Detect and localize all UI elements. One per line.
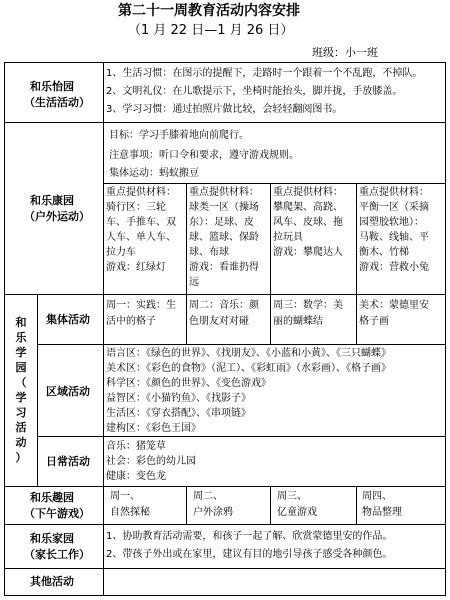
kangyuan-col-2-line: 球、布球	[189, 247, 229, 258]
hele-qiyuan-label: 和乐趣园	[30, 491, 74, 504]
qiyuan-item-4-line: 物品整理	[362, 507, 402, 518]
kangyuan-col-3-line: 风车、皮球、拖	[273, 217, 343, 228]
kangyuan-col-2-line: 球类一区（操场	[189, 202, 259, 213]
kangyuan-col-2-line: 重点提供材料：	[189, 187, 259, 198]
kangyuan-col-2-line: 游戏：看谁扔得	[189, 262, 259, 273]
page-title: 第二十一周教育活动内容安排	[118, 3, 300, 19]
kangyuan-col-4-line: 平衡一区（采摘	[359, 202, 429, 213]
xueyuan-label-char: 学	[15, 346, 27, 359]
daily-line: 音乐：猪笼草	[106, 441, 166, 452]
xueyuan-label-char: 乐	[15, 331, 27, 344]
other-activity-label: 其他活动	[30, 575, 74, 588]
kangyuan-col-1-line: 游戏：红绿灯	[106, 262, 166, 273]
qiyuan-item-1-line: 自然探秘	[110, 507, 150, 518]
hele-jiayuan-sublabel: （家长工作）	[24, 548, 90, 561]
kangyuan-col-3-line: 攀爬架、高跷、	[273, 202, 343, 213]
qiyuan-item-3-line: 周三、	[277, 491, 307, 502]
kangyuan-group-game: 集体运动：蚂蚁搬豆	[109, 168, 199, 179]
kangyuan-col-1-line: 重点提供材料：	[106, 187, 176, 198]
xueyuan-label-char: 活	[15, 421, 27, 434]
kangyuan-col-2-line: 东）：足球、皮	[189, 217, 254, 228]
kangyuan-col-4-line: 重点提供材料：	[359, 187, 429, 198]
group-item-4-line: 格子画	[359, 316, 389, 327]
kangyuan-col-3-line: 拉玩具	[273, 232, 303, 243]
xueyuan-label-char: 和	[15, 316, 27, 329]
hele-qiyuan-sublabel: （下午游戏）	[24, 507, 90, 520]
area-line: 美术区：《彩色的食物》（泥工）、《彩虹雨》（水彩画）、《格子画》	[106, 363, 391, 374]
yiyuan-line-2: 2、文明礼仪：在儿歌提示下，坐椅时能抬头，脚并拢，手放膝盖。	[106, 86, 403, 97]
xueyuan-label-char: 园	[15, 361, 27, 374]
xueyuan-label-char: 习	[15, 406, 27, 419]
yiyuan-line-3: 3、学习习惯：通过拍照片做比较，会轻轻翻阅图书。	[106, 104, 343, 115]
class-label: 班级：小一班	[312, 46, 378, 59]
date-range: （1 月 22 日—1 月 26 日）	[128, 23, 294, 38]
group-item-1-line: 活中的格子	[106, 316, 156, 327]
group-item-4-line: 美术：蒙德里安	[359, 300, 429, 311]
xueyuan-label-char: ）	[15, 451, 27, 464]
group-item-2-line: 周二：音乐：颜	[189, 300, 259, 311]
jiayuan-line-2: 2、带孩子外出或在家里，建议有目的地引导孩子感受各种颜色。	[106, 549, 393, 560]
daily-line: 健康：变色龙	[106, 471, 166, 482]
kangyuan-col-4-line: 马鞍、线轴、平	[359, 232, 429, 243]
hele-kangyuan-sublabel: （户外运动）	[24, 210, 90, 223]
kangyuan-col-4-line: 游戏：营救小兔	[359, 262, 429, 273]
area-line: 建构区：《彩色王国》	[106, 423, 201, 434]
area-line: 科学区：《颜色的世界》、《变色游戏》	[106, 378, 271, 389]
group-activity-label: 集体活动	[46, 313, 90, 326]
area-line: 语言区：《绿色的世界》、《找朋友》、《小蓝和小黄》、《三只蝴蝶》	[106, 348, 391, 359]
qiyuan-item-4-line: 周四、	[362, 491, 392, 502]
kangyuan-col-1-line: 拉力车	[106, 247, 136, 258]
kangyuan-col-1-line: 车、手推车、双	[106, 217, 176, 228]
kangyuan-goal: 目标：学习手膝着地向前爬行。	[109, 130, 249, 141]
kangyuan-notice: 注意事项：听口令和要求，遵守游戏规则。	[109, 150, 299, 161]
group-item-2-line: 色朋友对对碰	[189, 316, 249, 327]
kangyuan-col-2-line: 远	[189, 277, 199, 288]
jiayuan-line-1: 1、协助教育活动需要，和孩子一起了解、欣赏蒙德里安的作品。	[106, 531, 393, 542]
qiyuan-item-3-line: 亿童游戏	[277, 507, 317, 518]
kangyuan-col-1-line: 骑行区：三轮	[106, 202, 166, 213]
kangyuan-col-3-line: 游戏：攀爬达人	[273, 247, 343, 258]
area-line: 生活区：《穿衣搭配》、《串项链》	[106, 408, 251, 419]
qiyuan-item-2-line: 户外涂鸦	[193, 507, 233, 518]
kangyuan-col-1-line: 人车、单人车、	[106, 232, 176, 243]
area-activity-label: 区域活动	[46, 385, 90, 398]
kangyuan-col-4-line: 衡木、竹梯	[359, 247, 409, 258]
kangyuan-col-2-line: 球、篮球、保龄	[189, 232, 259, 243]
group-item-1-line: 周一：实践：生	[106, 300, 176, 311]
hele-kangyuan-label: 和乐康园	[30, 194, 74, 207]
kangyuan-col-3-line: 重点提供材料：	[273, 187, 343, 198]
group-item-3-line: 周三：数学：美	[273, 300, 343, 311]
qiyuan-item-1-line: 周一、	[110, 491, 140, 502]
kangyuan-col-4-line: 园塑胶软地）：	[359, 217, 424, 228]
group-item-3-line: 丽的蝴蝶结	[273, 316, 323, 327]
hele-yiyuan-label: 和乐怡园	[30, 80, 74, 93]
hele-jiayuan-label: 和乐家园	[30, 532, 74, 545]
daily-line: 社会：彩色的幼儿园	[106, 456, 196, 467]
daily-activity-label: 日常活动	[46, 455, 90, 468]
hele-yiyuan-sublabel: （生活活动）	[24, 96, 90, 109]
xueyuan-label-char: 动	[15, 436, 27, 449]
xueyuan-label-char: （	[15, 376, 27, 389]
yiyuan-line-1: 1、生活习惯：在图示的提醒下，走路时一个跟着一个不乱跑，不掉队。	[106, 68, 423, 79]
area-line: 益智区：《小猫钓鱼》、《找影子》	[106, 393, 251, 404]
xueyuan-label-char: 学	[15, 391, 27, 404]
qiyuan-item-2-line: 周二、	[193, 491, 223, 502]
